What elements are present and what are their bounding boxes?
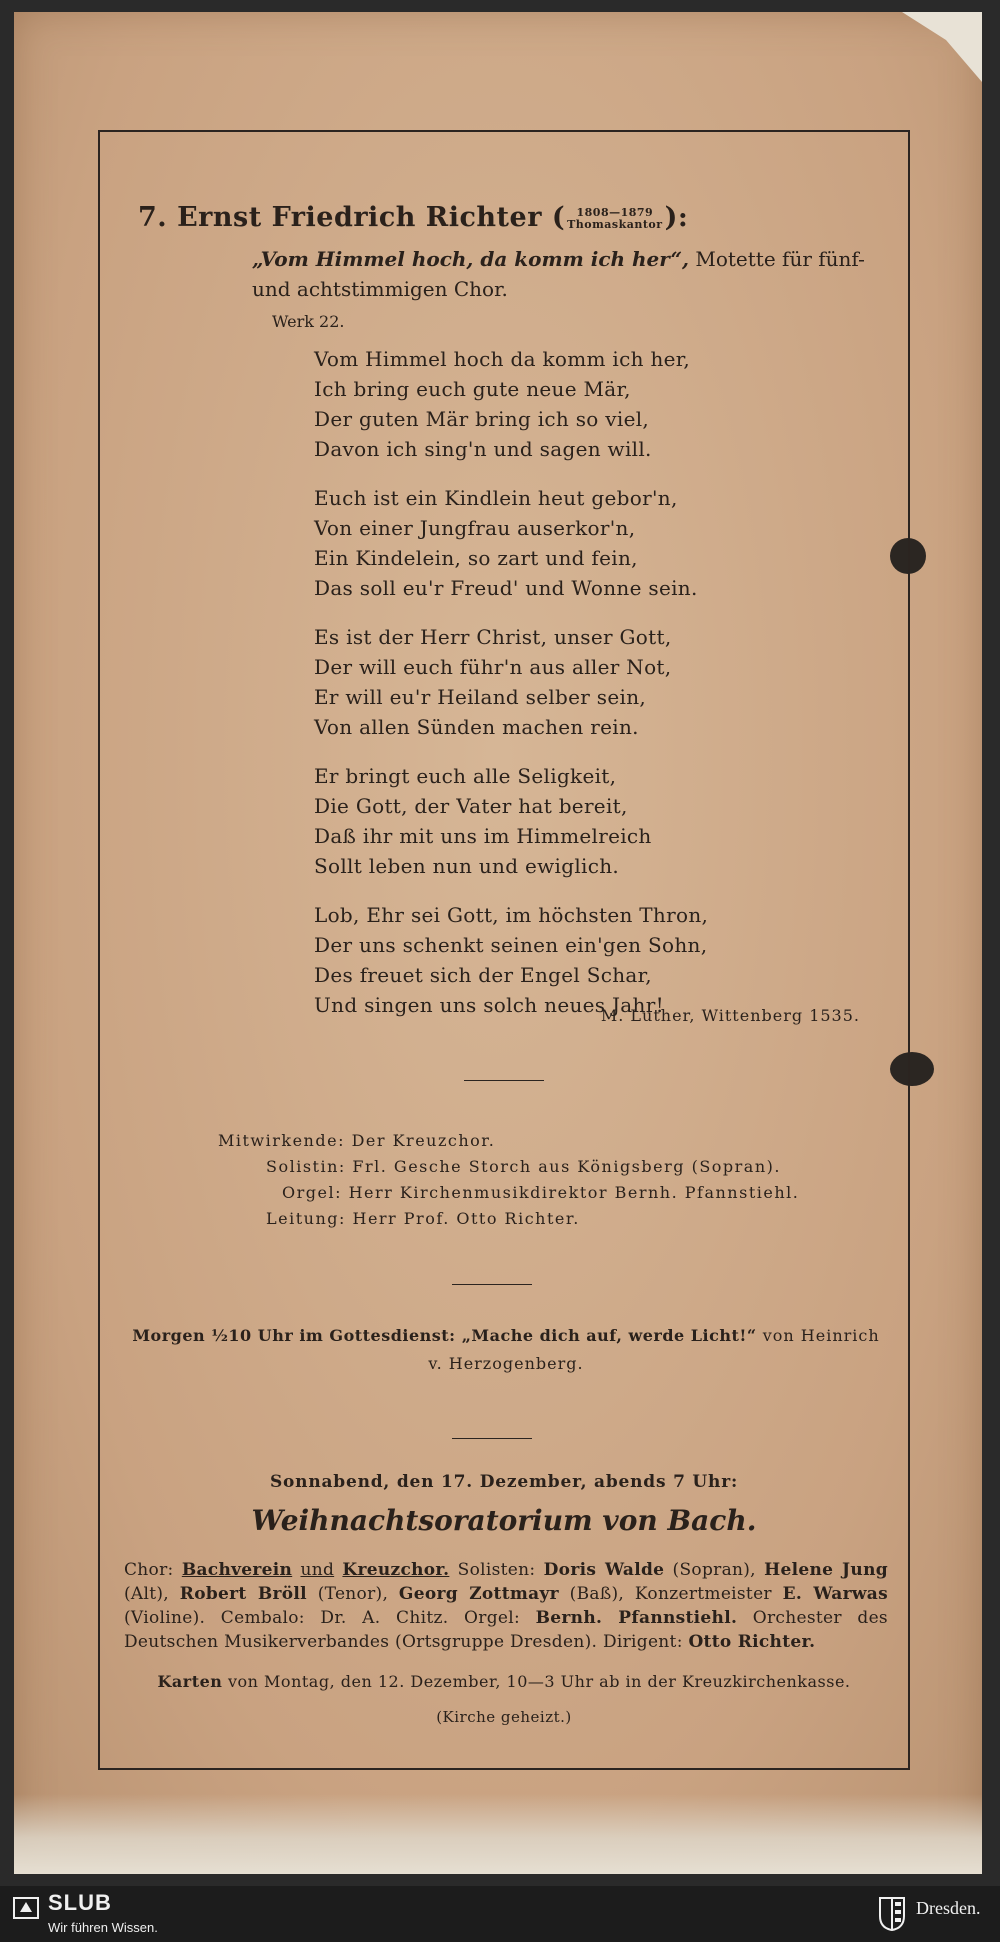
choir-conjunction: und — [300, 1560, 335, 1580]
document-page — [14, 12, 982, 1874]
verse-line: Es ist der Herr Christ, unser Gott, — [314, 625, 672, 649]
stanza — [314, 483, 874, 603]
composer-role: Thomaskantor — [567, 217, 663, 231]
soloist-voice: (Baß), — [569, 1584, 625, 1604]
org-tagline: Wir führen Wissen. — [48, 1920, 158, 1935]
choir-name: Kreuzchor. — [342, 1560, 450, 1580]
hymn-attribution: M. Luther, Wittenberg 1535. — [600, 1006, 860, 1025]
soloist-voice: (Alt), — [124, 1584, 170, 1604]
verse-line: Davon ich sing'n und sagen will. — [314, 437, 652, 461]
stanza — [314, 344, 874, 464]
verse-line: Vom Himmel hoch da komm ich her, — [314, 347, 691, 371]
credit-label: Mitwirkende: — [218, 1131, 345, 1150]
verse-line: Von einer Jungfrau auserkor'n, — [314, 516, 636, 540]
choir-label: Chor: — [124, 1560, 174, 1580]
verse-line: Sollt leben nun und ewiglich. — [314, 854, 620, 878]
concert-date: Sonnabend, den 17. Dezember, abends 7 Uhr: — [269, 1472, 739, 1492]
work-subtitle — [252, 244, 892, 304]
composer-dates — [567, 207, 662, 231]
soloist-name: Georg Zottmayr — [398, 1584, 559, 1604]
soloist-name: Robert Bröll — [179, 1584, 307, 1604]
credit-value: Herr Kirchenmusikdirektor Bernh. Pfannstiehl. — [348, 1183, 800, 1202]
verse-line: Euch ist ein Kindlein heut gebor'n, — [314, 486, 678, 510]
verse-line: Daß ihr mit uns im Himmelreich — [314, 824, 652, 848]
stanza — [314, 761, 874, 881]
verse-line: Er bringt euch alle Seligkeit, — [314, 764, 617, 788]
paren-close: ): — [664, 202, 689, 233]
verse-line: Der uns schenkt seinen ein'gen Sohn, — [314, 933, 708, 957]
verse-line: Der guten Mär bring ich so viel, — [314, 407, 650, 431]
divider — [452, 1284, 532, 1285]
concertmaster-name: E. Warwas — [782, 1584, 888, 1604]
conductor-name: Otto Richter. — [688, 1632, 816, 1652]
credit-soloist — [266, 1156, 781, 1178]
credit-label: Solistin: — [266, 1157, 346, 1176]
concertmaster-instrument: (Violine). — [124, 1608, 206, 1628]
choir-name: Bachverein — [181, 1560, 293, 1580]
verse-line: Des freuet sich der Engel Schar, — [314, 963, 652, 987]
stanza — [314, 622, 874, 742]
credit-value: Der Kreuzchor. — [351, 1131, 496, 1150]
program-heading — [138, 202, 688, 233]
torn-corner — [902, 12, 982, 82]
soloist-name: Doris Walde — [543, 1560, 665, 1580]
credit-label: Leitung: — [266, 1209, 346, 1228]
paper-wear — [14, 1794, 982, 1874]
concert-title: Weihnachtsoratorium von Bach. — [251, 1504, 757, 1537]
hymn-text — [314, 344, 874, 1039]
credit-direction — [266, 1208, 580, 1230]
conductor-label: Dirigent: — [602, 1632, 683, 1652]
city-name: Dresden. — [916, 1898, 981, 1918]
organ-label: Orgel: — [464, 1608, 521, 1628]
program-frame — [98, 130, 910, 1770]
verse-line: Das soll eu'r Freud' und Wonne sein. — [314, 576, 698, 600]
credit-participants — [218, 1130, 495, 1152]
cembalo-label: Cembalo: — [220, 1608, 305, 1628]
divider — [452, 1438, 532, 1439]
orchestra: Orchester des Deutschen Musikerverbandes (Ortsgruppe Dresden). — [124, 1608, 888, 1652]
stanza — [314, 900, 874, 1020]
program-number: 7. — [138, 202, 168, 233]
tickets-lead: Karten — [157, 1672, 223, 1691]
heating-note: (Kirche geheizt.) — [436, 1708, 572, 1726]
notice-composer: von Heinrich v. Herzogenberg. — [428, 1326, 880, 1373]
paren-open: ( — [551, 202, 566, 233]
slub-logo-icon — [12, 1894, 40, 1922]
city-crest-icon — [878, 1896, 906, 1932]
verse-line: Die Gott, der Vater hat bereit, — [314, 794, 628, 818]
organ-name: Bernh. Pfannstiehl. — [535, 1608, 738, 1628]
credit-organ — [282, 1182, 799, 1204]
composer-years: 1808—1879 — [576, 205, 654, 219]
tickets-text: von Montag, den 12. Dezember, 10—3 Uhr ab in der Kreuzkirchenkasse. — [227, 1672, 851, 1691]
soloists-label: Solisten: — [457, 1560, 536, 1580]
credit-value: Frl. Gesche Storch aus Königsberg (Sopran). — [352, 1157, 781, 1176]
ticket-info — [100, 1672, 908, 1691]
verse-line: Ich bring euch gute neue Mär, — [314, 377, 631, 401]
soloist-voice: (Sopran), — [672, 1560, 756, 1580]
notice-lead: Morgen ½10 Uhr im Gottesdienst: — [132, 1326, 456, 1345]
credit-value: Herr Prof. Otto Richter. — [352, 1209, 580, 1228]
verse-line: Er will eu'r Heiland selber sein, — [314, 685, 647, 709]
verse-line: Von allen Sünden machen rein. — [314, 715, 639, 739]
verse-line: Lob, Ehr sei Gott, im höchsten Thron, — [314, 903, 709, 927]
verse-line: Der will euch führ'n aus aller Not, — [314, 655, 672, 679]
concertmaster-label: Konzertmeister — [634, 1584, 772, 1604]
org-name: SLUB — [48, 1890, 112, 1915]
credit-label: Orgel: — [282, 1183, 342, 1202]
work-description: Motette für fünf- und achtstimmigen Chor. — [252, 247, 865, 301]
notice-title: „Mache dich auf, werde Licht!“ — [461, 1326, 757, 1345]
verse-line: Ein Kindelein, so zart und fein, — [314, 546, 638, 570]
work-title: „Vom Himmel hoch, da komm ich her“, — [252, 247, 690, 271]
soloist-name: Helene Jung — [764, 1560, 888, 1580]
composer-name: Ernst Friedrich Richter — [177, 202, 542, 233]
soloist-voice: (Tenor), — [317, 1584, 389, 1604]
opus-number: Werk 22. — [272, 312, 345, 331]
service-notice — [124, 1322, 888, 1378]
verse-line: Und singen uns solch neues Jahr! — [314, 993, 664, 1017]
divider — [464, 1080, 544, 1081]
cembalo-name: Dr. A. Chitz. — [320, 1608, 449, 1628]
viewer-footer — [0, 1886, 1000, 1942]
concert-details — [124, 1558, 888, 1654]
